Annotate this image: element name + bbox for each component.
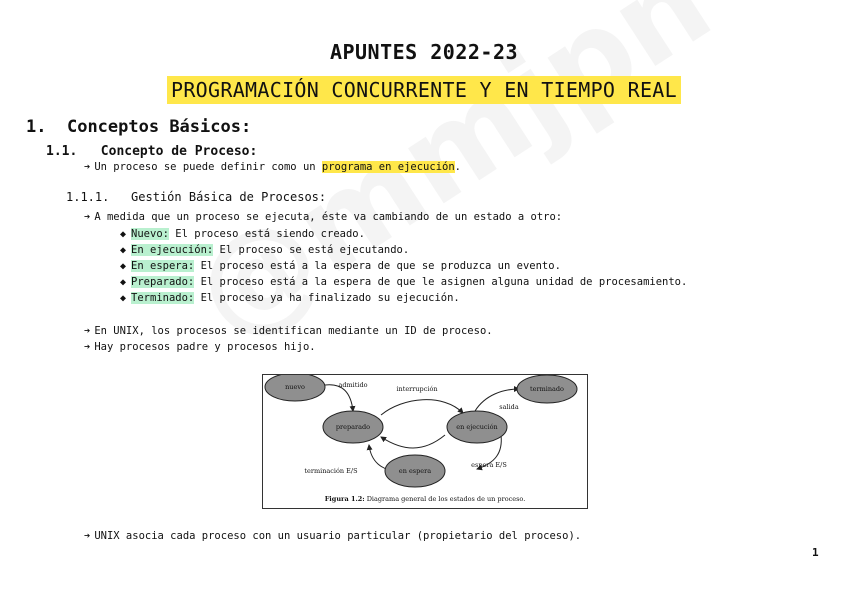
definition-end: .: [454, 161, 461, 173]
diamond-bullet-icon: ◆: [120, 245, 127, 256]
section-1-1-title: Concepto de Proceso:: [100, 144, 258, 159]
arrow-icon: ➔: [84, 211, 91, 223]
state-name: Preparado:: [131, 276, 195, 288]
unix-id-line: [84, 325, 493, 337]
section-1-number: 1.: [26, 117, 47, 137]
process-definition-line: [84, 161, 461, 173]
state-name: En espera:: [131, 260, 195, 272]
state-item-terminado: [120, 292, 460, 304]
diamond-bullet-icon: ◆: [120, 229, 127, 240]
section-1-1-1-number: 1.1.1.: [66, 190, 110, 204]
edge-label-terminacion: terminación E/S: [304, 467, 358, 475]
state-name: En ejecución:: [131, 244, 214, 256]
process-state-diagram: [262, 374, 588, 509]
diamond-bullet-icon: ◆: [120, 277, 127, 288]
state-item-ejecucion: [120, 244, 409, 256]
definition-highlight: programa en ejecución: [321, 161, 455, 173]
edge-label-salida: salida: [499, 403, 519, 411]
parent-child-text: Hay procesos padre y procesos hijo.: [94, 341, 316, 353]
node-label-espera: en espera: [398, 467, 432, 475]
unix-user-line: [84, 530, 581, 542]
edge-label-admitido: admitido: [338, 381, 368, 389]
section-1-title: Conceptos Básicos:: [66, 117, 252, 137]
state-desc: El proceso está siendo creado.: [168, 228, 365, 240]
diamond-bullet-icon: ◆: [120, 293, 127, 304]
page-number: 1: [812, 546, 819, 559]
figure-caption-text: Diagrama general de los estados de un proceso.: [364, 495, 526, 503]
node-label-preparado: preparado: [335, 423, 371, 431]
states-intro-line: [84, 211, 562, 223]
unix-id-text: En UNIX, los procesos se identifican mediante un ID de proceso.: [94, 325, 493, 337]
arrow-icon: ➔: [84, 161, 91, 173]
state-item-nuevo: [120, 228, 365, 240]
definition-text: Un proceso se puede definir como un: [94, 161, 322, 173]
state-desc: El proceso está a la espera de que le asignen alguna unidad de procesamiento.: [194, 276, 688, 288]
arrow-icon: ➔: [84, 530, 91, 542]
node-label-terminado: terminado: [530, 385, 564, 393]
document-title: APUNTES 2022-23: [329, 40, 519, 64]
state-name: Terminado:: [131, 292, 195, 304]
edge-label-interrupcion: interrupción: [396, 385, 438, 393]
edge-label-espera-es: espera E/S: [471, 461, 507, 469]
arrow-icon: ➔: [84, 341, 91, 353]
state-desc: El proceso se está ejecutando.: [213, 244, 410, 256]
section-1-1-1-heading: [66, 190, 326, 204]
state-item-preparado: [120, 276, 687, 288]
node-label-ejecucion: en ejecución: [456, 423, 498, 431]
state-desc: El proceso ya ha finalizado su ejecución.: [194, 292, 460, 304]
state-item-espera: [120, 260, 561, 272]
unix-user-text: UNIX asocia cada proceso con un usuario particular (propietario del proceso).: [94, 530, 582, 542]
section-1-1-1-title: Gestión Básica de Procesos:: [131, 190, 327, 204]
arrow-icon: ➔: [84, 325, 91, 337]
section-1-1-heading: [46, 144, 257, 159]
state-desc: El proceso está a la espera de que se produzca un evento.: [194, 260, 561, 272]
figure-caption-label: Figura 1.2:: [324, 495, 365, 503]
section-1-1-number: 1.1.: [46, 144, 78, 159]
node-label-nuevo: nuevo: [285, 383, 305, 391]
section-1-heading: [26, 117, 251, 137]
diamond-bullet-icon: ◆: [120, 261, 127, 272]
figure-caption: [325, 495, 526, 503]
states-intro-text: A medida que un proceso se ejecuta, éste va cambiando de un estado a otro:: [94, 211, 563, 223]
state-name: Nuevo:: [131, 228, 169, 240]
parent-child-line: [84, 341, 316, 353]
document-subtitle: PROGRAMACIÓN CONCURRENTE Y EN TIEMPO REAL: [167, 76, 681, 104]
